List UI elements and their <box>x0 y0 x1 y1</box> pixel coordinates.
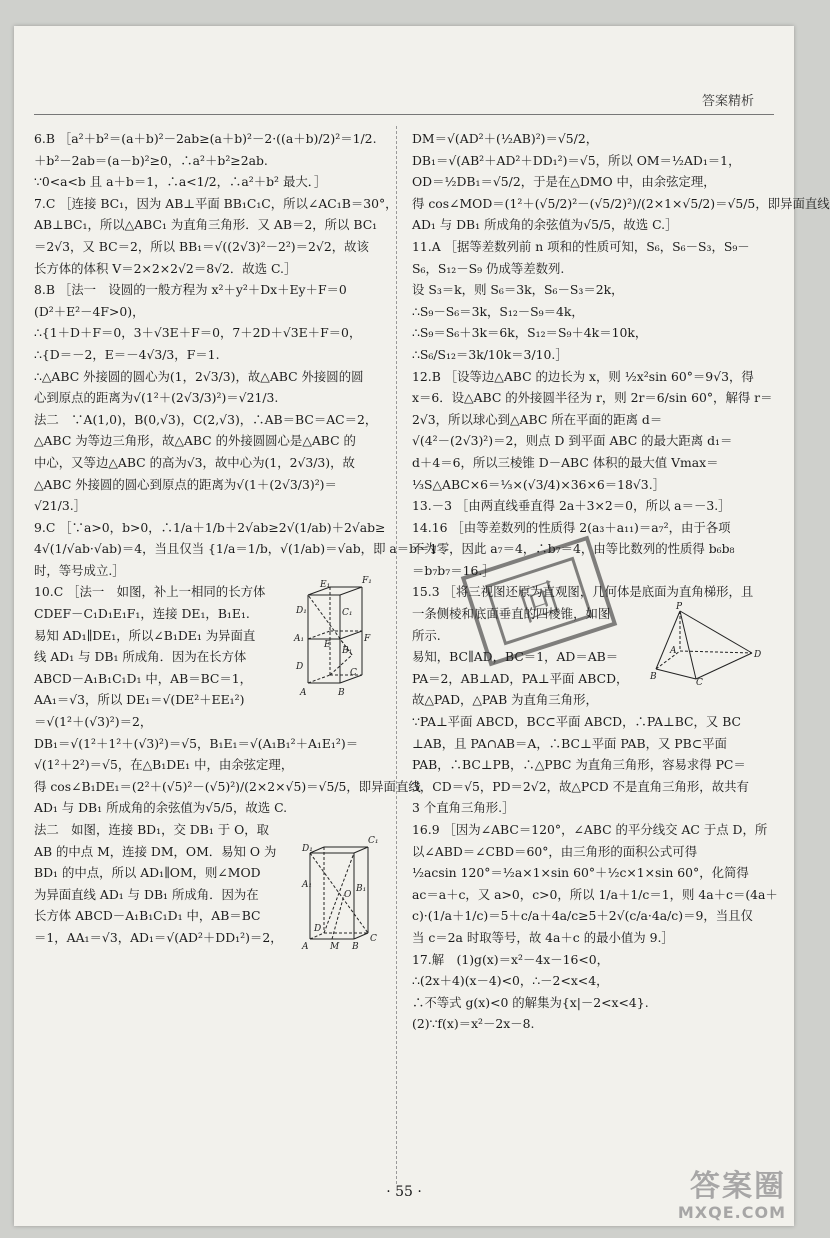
text-line: 易知 AD₁∥DE₁，所以∠B₁DE₁ 为异面直 <box>34 627 256 643</box>
text-line: √(4²－(2√3)²)＝2，则点 D 到平面 ABC 的最大距离 d₁＝ <box>412 433 733 449</box>
text-line: DB₁＝√(1²＋1²＋(√3)²)＝√5，B₁E₁＝√(A₁B₁²＋A₁E₁²)＝ <box>34 735 359 751</box>
text-line: ⅓S△ABC×6＝⅓×(√3/4)×36×6＝18√3.］ <box>412 476 666 492</box>
text-line: 心到原点的距离为√(1²＋(2√3/3)²)＝√21/3. <box>34 390 279 406</box>
text-line: 15.3 ［将三视图还原为直观图，几何体是底面为直角梯形，且 <box>412 584 754 600</box>
text-line: 13.－3 ［由两直线垂直得 2a＋3×2＝0，所以 a＝－3.］ <box>412 498 731 514</box>
watermark <box>678 1171 786 1222</box>
figure-label: D <box>296 662 304 673</box>
watermark-logo: 答案圈 <box>690 1169 786 1204</box>
text-line: ∴△ABC 外接圆的圆心为(1，2√3/3)，故△ABC 外接圆的圆 <box>34 368 364 384</box>
text-line: 当 c＝2a 时取等号，故 4a＋c 的最小值为 9.］ <box>412 929 674 945</box>
figure-label: C <box>370 933 377 944</box>
text-line: 中心，又等边△ABC 的高为√3，故中心为(1，2√3/3)，故 <box>34 454 355 470</box>
text-line: ∴{D＝－2，E＝－4√3/3，F＝1. <box>34 346 220 362</box>
figure-cuboid_two <box>300 835 382 952</box>
figure-label: E <box>324 640 331 651</box>
text-line: AD₁ 与 DB₁ 所成角的余弦值为√5/5，故选 C. <box>34 800 288 816</box>
text-line: 长方体的体积 V＝2×2×2√2＝8√2．故选 C.］ <box>34 260 297 276</box>
text-line: ∴(2x＋4)(x－4)<0，∴－2<x<4， <box>412 973 609 989</box>
text-line: OD＝½DB₁＝√5/2，于是在△DMO 中，由余弦定理， <box>412 174 716 190</box>
text-line: 17.解 (1)g(x)＝x²－4x－16<0， <box>412 951 610 967</box>
figure-label: B₁ <box>356 883 367 894</box>
text-line: AA₁＝√3，所以 DE₁＝√(DE²＋EE₁²) <box>34 692 245 708</box>
stamp-text: 回 <box>513 574 566 631</box>
figure-label: B₁ <box>342 646 353 657</box>
figure-label: D <box>754 650 762 661</box>
text-line: 设 S₃＝k，则 S₆＝3k，S₆－S₃＝2k， <box>412 282 624 298</box>
text-line: CDEF－C₁D₁E₁F₁，连接 DE₁，B₁E₁. <box>34 606 250 622</box>
page-header: 答案精析 <box>701 94 754 109</box>
figure-label: F₁ <box>362 576 372 587</box>
text-line: ∵PA⊥平面 ABCD，BC⊂平面 ABCD，∴PA⊥BC，又 BC <box>412 714 742 730</box>
text-line: x＝6．设△ABC 的外接圆半径为 r，则 2r＝6/sin 60°，解得 r＝ <box>412 390 773 406</box>
figure-label: A <box>670 646 677 657</box>
figure-cuboid_one <box>290 576 382 701</box>
text-line: ＝2√3，又 BC＝2，所以 BB₁＝√((2√3)²－2²)＝2√2，故该 <box>34 238 369 254</box>
text-line: 法二 如图，连接 BD₁，交 DB₁ 于 O，取 <box>34 822 270 837</box>
watermark-site: MXQE.COM <box>677 1203 786 1222</box>
text-line: 一条侧棱和底面垂直的四棱锥，如图 <box>412 606 611 622</box>
page-number: · 55 · <box>386 1184 422 1200</box>
figure-wrap <box>650 602 762 689</box>
figure-label: F <box>364 634 371 645</box>
figure-label: A <box>300 688 307 699</box>
figure-label: D <box>314 923 322 934</box>
text-line: AB 的中点 M，连接 DM，OM．易知 O 为 <box>34 843 277 859</box>
text-line: 4√(1/√ab·√ab)＝4，当且仅当 {1/a＝1/b，√(1/ab)＝√ab，即 a＝b＝1 <box>34 541 438 557</box>
figure-label: C <box>696 678 703 689</box>
text-line: ½acsin 120°＝½a×1×sin 60°＋½c×1×sin 60°，化简得 <box>412 865 749 881</box>
text-line: ABCD－A₁B₁C₁D₁ 中，AB＝BC＝1， <box>34 670 253 686</box>
text-line: 14.16 ［由等差数列的性质得 2(a₃＋a₁₁)＝a₇²，由于各项 <box>412 519 731 535</box>
text-line: DM＝√(AD²＋(½AB)²)＝√5/2， <box>412 131 599 146</box>
answer-page <box>14 26 830 1226</box>
text-line: 易知，BC∥AD，BC＝1，AD＝AB＝ <box>412 649 619 665</box>
text-line: 得 cos∠B₁DE₁＝(2²＋(√5)²－(√5)²)/(2×2×√5)＝√5/5，即异面直线 <box>34 778 421 794</box>
text-line: 10.C ［法一 如图，补上一相同的长方体 <box>34 584 266 600</box>
text-line: 为异面直线 AD₁ 与 DB₁ 所成角．因为在 <box>34 886 259 902</box>
figure-label: A <box>302 941 309 952</box>
text-line: △ABC 外接圆的圆心到原点的距离为√(1＋(2√3/3)²)＝ <box>34 476 337 492</box>
figure-wrap <box>290 576 382 701</box>
text-line: 所示. <box>412 627 441 643</box>
text-line: ∴S₆/S₁₂＝3k/10k＝3/10.］ <box>412 346 568 362</box>
figure-label: O <box>344 889 352 900</box>
text-line: ∵0<a<b 且 a＋b＝1，∴a<1/2，∴a²＋b² 最大．］ <box>34 174 327 190</box>
text-line: 长方体 ABCD－A₁B₁C₁D₁ 中，AB＝BC <box>34 908 261 924</box>
figure-label: C₁ <box>342 608 353 619</box>
text-line: 以∠ABD＝∠CBD＝60°，由三角形的面积公式可得 <box>412 843 698 859</box>
figure-pyramid <box>650 602 762 689</box>
text-line: 7.C ［连接 BC₁，因为 AB⊥平面 BB₁C₁C，所以∠AC₁B＝30°， <box>34 195 398 211</box>
text-line: 故△PAD，△PAB 为直角三角形， <box>412 692 598 708</box>
text-line: (2)∵f(x)＝x²－2x－8. <box>412 1016 535 1032</box>
text-line: 12.B ［设等边△ABC 的边长为 x，则 ½x²sin 60°＝9√3，得 <box>412 368 754 384</box>
figure-label: C₁ <box>368 835 379 846</box>
text-line: 得 cos∠MOD＝(1²＋(√5/2)²－(√5/2)²)/(2×1×√5/2)＝√5/5，即异面直线 <box>412 195 830 211</box>
text-line: 法二 ∵A(1,0)，B(0,√3)，C(2,√3)，∴AB＝BC＝AC＝2， <box>34 411 378 427</box>
figure-wrap <box>300 835 382 952</box>
text-line: 3 个直角三角形.］ <box>412 800 515 816</box>
text-line: 6.B ［a²＋b²＝(a＋b)²－2ab≥(a＋b)²－2·((a＋b)/2)²＝1/2. <box>34 131 377 146</box>
figure-label: E₁ <box>320 580 331 591</box>
figure-label: C <box>350 668 357 679</box>
figure-label: A₁ <box>302 879 313 890</box>
text-line: √21/3.］ <box>34 498 87 514</box>
figure-label: B <box>352 941 359 952</box>
text-line: PA＝2，AB⊥AD，PA⊥平面 ABCD， <box>412 670 629 686</box>
text-line: ＋b²－2ab＝(a－b)²≥0，∴a²＋b²≥2ab. <box>34 152 268 168</box>
text-line: 线 AD₁ 与 DB₁ 所成角．因为在长方体 <box>34 649 247 665</box>
figure-label: D₁ <box>302 843 313 854</box>
text-line: ∴S₉－S₆＝3k，S₁₂－S₉＝4k， <box>412 303 584 319</box>
figure-label: P <box>676 602 683 613</box>
text-line: ∴不等式 g(x)<0 的解集为{x|－2<x<4}. <box>412 994 649 1010</box>
text-line: (D²＋E²－4F>0)， <box>34 303 145 319</box>
figure-label: M <box>330 941 340 952</box>
text-line: BD₁ 的中点，所以 AD₁∥OM，则∠MOD <box>34 865 261 881</box>
text-line: c)·(1/a＋1/c)＝5＋c/a＋4a/c≥5＋2√(c/a·4a/c)＝9，当且仅 <box>412 908 753 924</box>
figure-label: A₁ <box>294 634 305 645</box>
text-line: AB⊥BC₁，所以△ABC₁ 为直角三角形．又 AB＝2，所以 BC₁ <box>34 217 378 233</box>
figure-label: B <box>338 688 345 699</box>
text-line: S₆，S₁₂－S₉ 仍成等差数列. <box>412 260 565 276</box>
text-line: PAB，∴BC⊥PB，∴△PBC 为直角三角形，容易求得 PC＝ <box>412 757 746 773</box>
text-line: d＋4＝6，所以三棱锥 D－ABC 体积的最大值 Vmax＝ <box>412 454 719 470</box>
text-line: ac＝a＋c，又 a>0，c>0，所以 1/a＋1/c＝1，则 4a＋c＝(4a＋ <box>412 886 778 902</box>
column-divider <box>396 126 397 1184</box>
text-line: ∴S₉＝S₆＋3k＝6k，S₁₂＝S₉＋4k＝10k， <box>412 325 648 341</box>
text-line: ＝b₇b₇＝16.］ <box>412 562 495 578</box>
text-line: 9.C ［∵a>0，b>0，∴1/a＋1/b＋2√ab≥2√(1/ab)＋2√ab≥ <box>34 519 386 535</box>
text-line: 不为零，因此 a₇＝4，∴b₇＝4，由等比数列的性质得 b₆b₈ <box>412 541 735 557</box>
text-line: DB₁＝√(AB²＋AD²＋DD₁²)＝√5，所以 OM＝½AD₁＝1， <box>412 152 741 168</box>
text-line: 3，CD＝√5，PD＝2√2，故△PCD 不是直角三角形，故共有 <box>412 778 749 794</box>
figure-label: D₁ <box>296 606 307 617</box>
header-rule <box>34 114 774 115</box>
text-line: 16.9 ［因为∠ABC＝120°，∠ABC 的平分线交 AC 于点 D，所 <box>412 822 768 837</box>
text-line: 11.A ［据等差数列前 n 项和的性质可知，S₆，S₆－S₃，S₉－ <box>412 238 750 254</box>
text-line: 8.B ［法一 设圆的一般方程为 x²＋y²＋Dx＋Ey＋F＝0 <box>34 282 347 298</box>
text-line: 2√3，所以球心到△ABC 所在平面的距离 d＝ <box>412 411 663 427</box>
text-line: AD₁ 与 DB₁ 所成角的余弦值为√5/5，故选 C.］ <box>412 217 678 233</box>
figure-label: B <box>650 672 657 683</box>
text-line: 时，等号成立.］ <box>34 562 125 578</box>
text-line: △ABC 为等边三角形，故△ABC 的外接圆圆心是△ABC 的 <box>34 433 356 449</box>
text-line: ＝1，AA₁＝√3，AD₁＝√(AD²＋DD₁²)＝2， <box>34 929 283 945</box>
text-line: √(1²＋2²)＝√5，在△B₁DE₁ 中，由余弦定理， <box>34 757 294 773</box>
text-line: ⊥AB，且 PA∩AB＝A，∴BC⊥平面 PAB，又 PB⊂平面 <box>412 735 727 751</box>
text-line: ∴{1＋D＋F＝0，3＋√3E＋F＝0，7＋2D＋√3E＋F＝0， <box>34 325 362 341</box>
text-line: ＝√(1²＋(√3)²)＝2， <box>34 714 153 730</box>
